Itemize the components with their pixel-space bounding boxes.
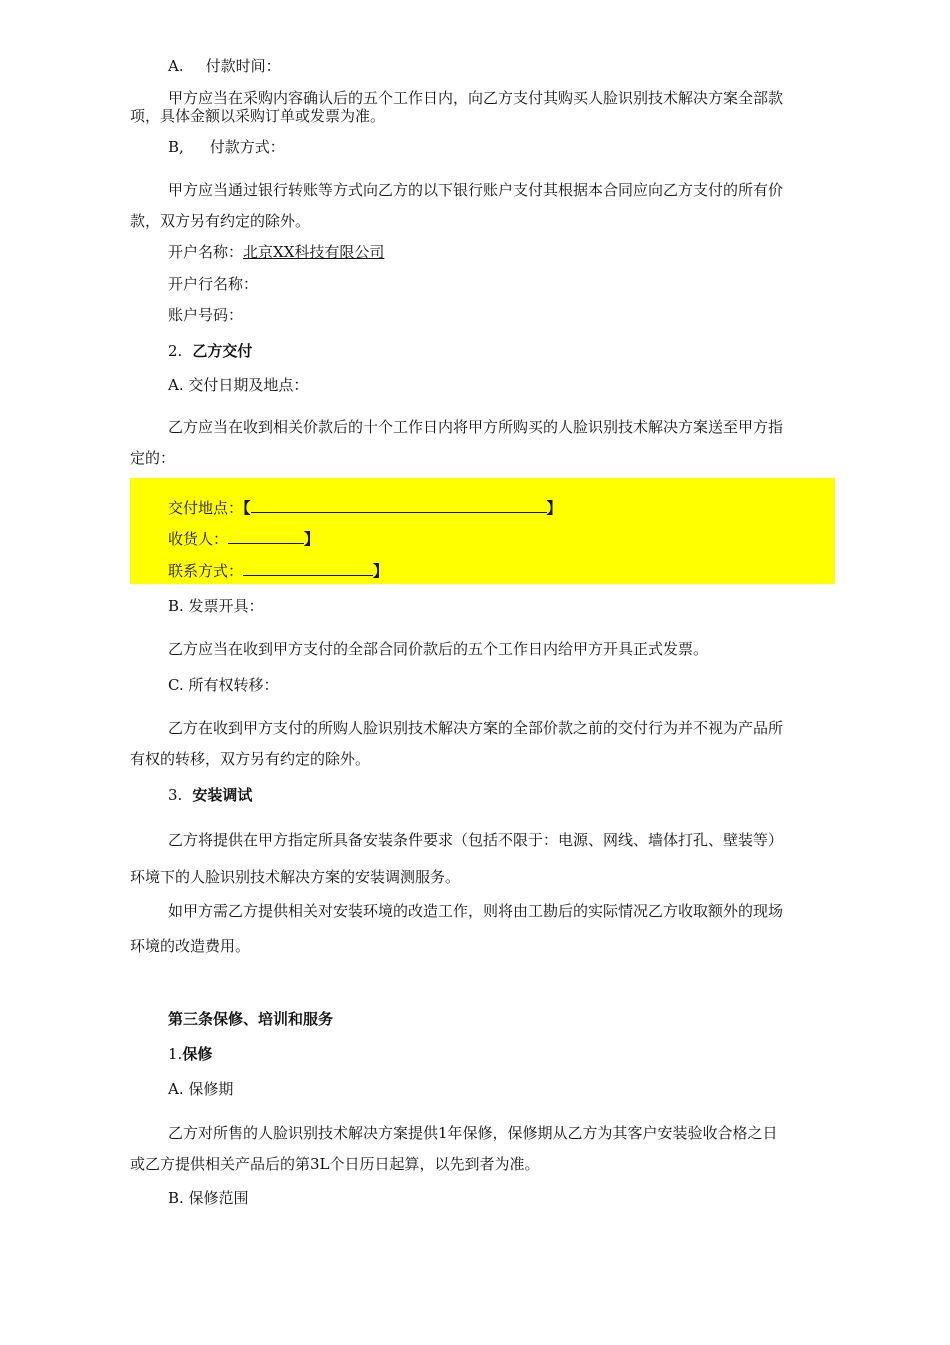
contact-row (168, 560, 388, 581)
warranty-period-label: A. 保修期 (168, 1080, 234, 1098)
installation-para1-line1: 乙方将提供在甲方指定所具备安装条件要求（包括不限于：电源、网线、墙体打孔、壁装等） (168, 831, 784, 849)
payment-method-heading (168, 137, 285, 157)
delivery-a-label: A. 交付日期及地点： (168, 376, 309, 394)
warranty-heading-text: 保修 (182, 1045, 213, 1063)
delivery-place-close-bracket: 】 (546, 499, 562, 517)
delivery-place-open-bracket: 【 (243, 499, 251, 517)
warranty-para-line2: 或乙方提供相关产品后的第3L个日历日起算，以先到者为准。 (130, 1155, 540, 1173)
bank-name-label: 开户行名称： (168, 275, 259, 293)
delivery-place-blank[interactable] (251, 497, 547, 513)
delivery-heading-number: 2. (168, 342, 183, 360)
warranty-heading-number: 1. (168, 1045, 183, 1063)
delivery-para-line1: 乙方应当在收到相关价款后的十个工作日内将甲方所购买的人脸识别技术解决方案送至甲方指 (168, 418, 784, 436)
account-name-label: 开户名称： (168, 243, 244, 261)
receiver-label: 收货人： (168, 530, 229, 548)
contact-close-bracket: 】 (373, 562, 389, 580)
article3-heading: 第三条保修、培训和服务 (168, 1010, 334, 1028)
warranty-scope-label: B. 保修范围 (168, 1189, 249, 1207)
account-name-value: 北京XX科技有限公司 (243, 243, 385, 261)
payment-method-marker: B, (168, 138, 184, 156)
ownership-para-line1: 乙方在收到甲方支付的所购人脸识别技术解决方案的全部价款之前的交付行为并不视为产品所 (168, 719, 784, 737)
warranty-para-line1: 乙方对所售的人脸识别技术解决方案提供1年保修，保修期从乙方为其客户安装验收合格之日 (168, 1124, 778, 1142)
payment-method-label: 付款方式： (209, 138, 285, 156)
payment-method-para-line1: 甲方应当通过银行转账等方式向乙方的以下银行账户支付其根据本合同应向乙方支付的所有价 (168, 181, 784, 199)
payment-time-para-line2: 项，具体金额以采购订单或发票为准。 (130, 107, 386, 125)
payment-time-para-line1: 甲方应当在采购内容确认后的五个工作日内，向乙方支付其购买人脸识别技术解决方案全部款 (168, 89, 784, 107)
installation-para2-line2: 环境的改造费用。 (130, 937, 251, 955)
delivery-heading-text: 乙方交付 (192, 342, 253, 360)
delivery-para-line2: 定的： (130, 449, 176, 467)
delivery-place-row (168, 497, 562, 518)
installation-heading-text: 安装调试 (192, 786, 253, 804)
invoice-para: 乙方应当在收到甲方支付的全部合同价款后的五个工作日内给甲方开具正式发票。 (168, 640, 709, 658)
installation-heading (168, 785, 252, 805)
installation-para1-line2: 环境下的人脸识别技术解决方案的安装调测服务。 (130, 868, 461, 886)
account-number-label: 账户号码： (168, 306, 244, 324)
payment-time-heading (168, 56, 281, 76)
installation-heading-number: 3. (168, 786, 183, 804)
receiver-row (168, 528, 319, 549)
ownership-para-line2: 有权的转移，双方另有约定的除外。 (130, 750, 371, 768)
delivery-place-label: 交付地点： (168, 499, 244, 517)
receiver-blank[interactable] (228, 528, 304, 544)
account-name-row (168, 242, 384, 262)
contact-label: 联系方式： (168, 562, 244, 580)
delivery-c-label: C. 所有权转移： (168, 676, 279, 694)
warranty-heading (168, 1044, 212, 1064)
payment-method-para-line2: 款，双方另有约定的除外。 (130, 212, 311, 230)
payment-time-marker: A. (168, 57, 184, 75)
delivery-b-label: B. 发票开具： (168, 597, 264, 615)
payment-time-label: 付款时间： (205, 57, 281, 75)
installation-para2-line1: 如甲方需乙方提供相关对安装环境的改造工作，则将由工勘后的实际情况乙方收取额外的现场 (168, 902, 784, 920)
receiver-close-bracket: 】 (304, 530, 320, 548)
delivery-heading (168, 341, 252, 361)
contact-blank[interactable] (243, 560, 373, 576)
